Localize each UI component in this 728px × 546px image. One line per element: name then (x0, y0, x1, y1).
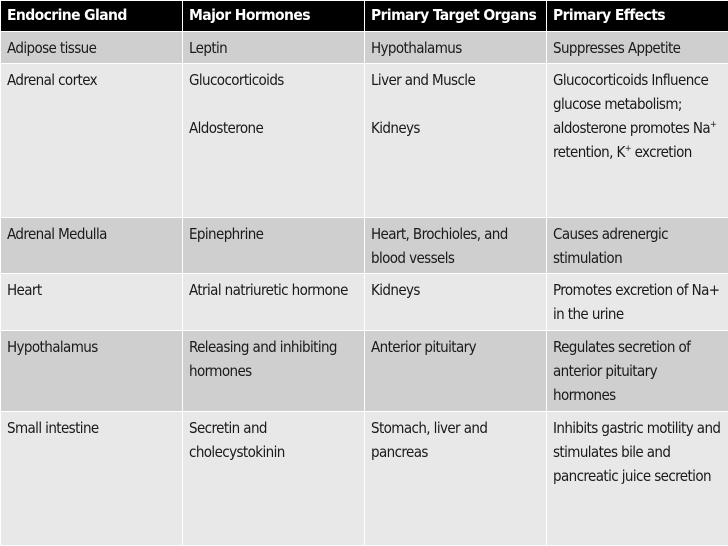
header-primary-target-organs: Primary Target Organs (365, 1, 547, 32)
cell-hormones: Releasing and inhibiting hormones (183, 331, 365, 412)
table-row (1, 218, 728, 274)
table-row (1, 64, 728, 218)
header-endocrine-gland: Endocrine Gland (1, 1, 183, 32)
cell-targets: Heart, Brochioles, and blood vessels (365, 218, 547, 274)
cell-gland: Heart (1, 274, 183, 331)
cell-gland: Small intestine (1, 412, 183, 546)
line-gap (189, 92, 358, 116)
table-row (1, 331, 728, 412)
cell-hormones (183, 64, 365, 218)
effect-text: Glucocorticoids Influence glucose metabolism; aldosterone promotes Na (553, 71, 710, 137)
table-row (1, 32, 728, 64)
header-major-hormones: Major Hormones (183, 1, 365, 32)
superscript-plus: + (710, 120, 717, 130)
cell-gland: Hypothalamus (1, 331, 183, 412)
table-row (1, 412, 728, 546)
effect-text: retention, K (553, 143, 625, 161)
hormone-name: Glucocorticoids (189, 71, 284, 89)
cell-effects (547, 64, 728, 218)
cell-hormones: Secretin and cholecystokinin (183, 412, 365, 546)
cell-targets: Anterior pituitary (365, 331, 547, 412)
cell-gland: Adrenal Medulla (1, 218, 183, 274)
cell-effects: Suppresses Appetite (547, 32, 728, 64)
cell-effects: Regulates secretion of anterior pituitary hormones (547, 331, 728, 412)
cell-targets (365, 64, 547, 218)
cell-gland: Adipose tissue (1, 32, 183, 64)
target-organ: Kidneys (371, 119, 420, 137)
table-row (1, 274, 728, 331)
hormone-name: Aldosterone (189, 119, 264, 137)
header-primary-effects: Primary Effects (547, 1, 728, 32)
cell-gland: Adrenal cortex (1, 64, 183, 218)
target-organ: Liver and Muscle (371, 71, 476, 89)
cell-hormones: Atrial natriuretic hormone (183, 274, 365, 331)
cell-effects: Promotes excretion of Na+ in the urine (547, 274, 728, 331)
table-header-row (1, 1, 728, 32)
cell-targets: Kidneys (365, 274, 547, 331)
cell-targets: Stomach, liver and pancreas (365, 412, 547, 546)
cell-hormones: Epinephrine (183, 218, 365, 274)
superscript-plus: + (624, 144, 631, 154)
cell-targets: Hypothalamus (365, 32, 547, 64)
cell-hormones: Leptin (183, 32, 365, 64)
line-gap (371, 92, 540, 116)
effect-text: excretion (630, 143, 692, 161)
cell-effects: Causes adrenergic stimulation (547, 218, 728, 274)
cell-effects: Inhibits gastric motility and stimulates bile and pancreatic juice secretion (547, 412, 728, 546)
